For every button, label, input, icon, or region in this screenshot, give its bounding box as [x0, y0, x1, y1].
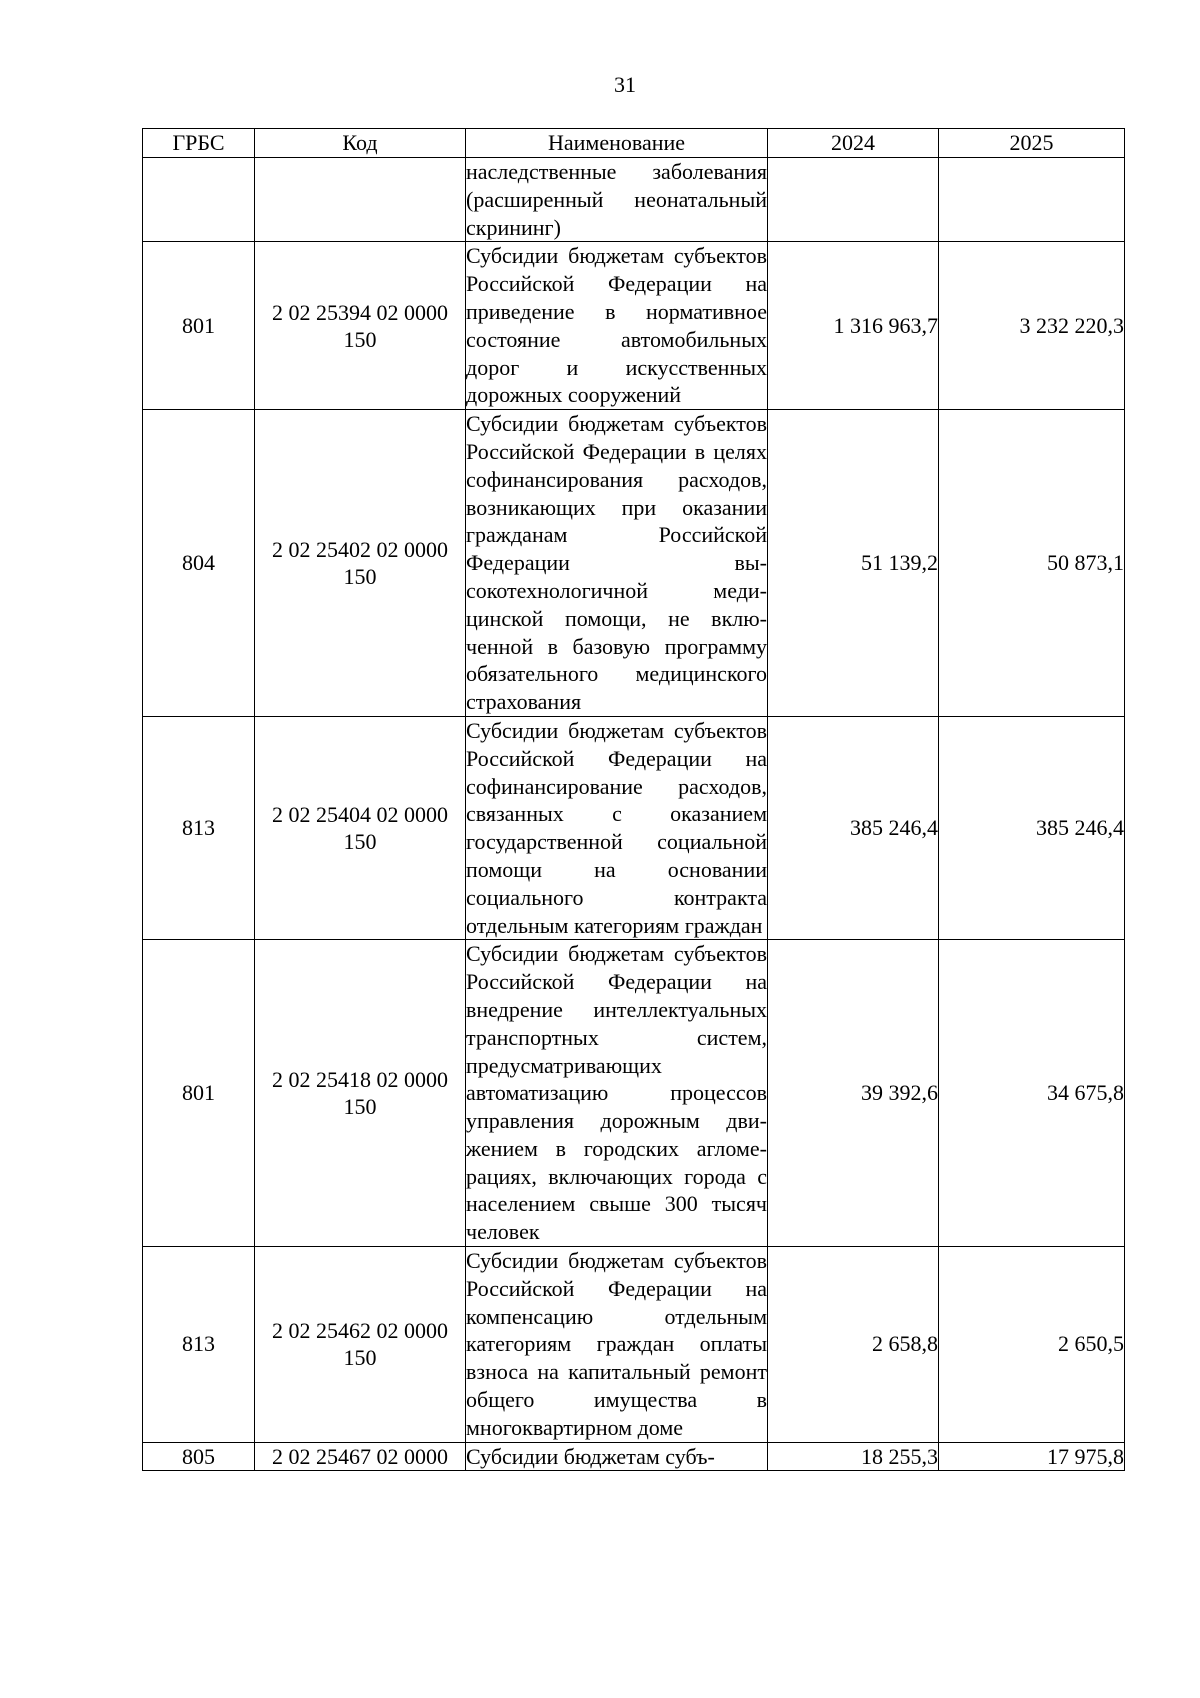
cell-name: Субсидии бюджетам субъектов Российской Федерации в целях софинансирования расходов, возникающих при оказании гражданам Российской Федерации высокотехнологичной медицинской помощи, не включенной в базовую программу обязательного медицинского страхования	[466, 410, 768, 717]
cell-2024: 385 246,4	[768, 716, 939, 939]
cell-name: Субсидии бюджетам субъектов Российской Федерации на компенсацию отдельным категориям граждан оплаты взноса на капитальный ремонт общего имущества в многоквартирном доме	[466, 1247, 768, 1443]
cell-code: 2 02 25404 02 0000 150	[255, 716, 466, 939]
cell-name: Субсидии бюджетам субъектов Российской Федерации на внедрение интеллектуальных транспортных систем, предусматривающих автоматизацию процессов управления дорожным движением в городских агломерациях, включающих города с населением свыше 300 тысяч человек	[466, 940, 768, 1247]
cell-grbs: 813	[143, 1247, 255, 1443]
cell-2024	[768, 158, 939, 242]
budget-table	[142, 128, 1125, 1471]
table-row	[143, 940, 1125, 1247]
table-row	[143, 242, 1125, 410]
table-row	[143, 158, 1125, 242]
cell-2024: 2 658,8	[768, 1247, 939, 1443]
cell-code: 2 02 25418 02 0000 150	[255, 940, 466, 1247]
cell-2024: 51 139,2	[768, 410, 939, 717]
cell-2024: 1 316 963,7	[768, 242, 939, 410]
header-2025: 2025	[939, 129, 1125, 158]
cell-grbs	[143, 158, 255, 242]
cell-grbs: 801	[143, 242, 255, 410]
cell-2025: 34 675,8	[939, 940, 1125, 1247]
cell-code: 2 02 25462 02 0000 150	[255, 1247, 466, 1443]
cell-2025: 3 232 220,3	[939, 242, 1125, 410]
cell-grbs: 805	[143, 1442, 255, 1471]
cell-2025: 385 246,4	[939, 716, 1125, 939]
cell-2025	[939, 158, 1125, 242]
table-header-row	[143, 129, 1125, 158]
cell-code: 2 02 25394 02 0000 150	[255, 242, 466, 410]
header-grbs: ГРБС	[143, 129, 255, 158]
cell-grbs: 801	[143, 940, 255, 1247]
header-2024: 2024	[768, 129, 939, 158]
cell-2025: 50 873,1	[939, 410, 1125, 717]
cell-name: Субсидии бюджетам субъектов Российской Федерации на софинансирование расходов, связанных с оказанием государственной социальной помощи на основании социального контракта отдельным категориям граждан	[466, 716, 768, 939]
cell-code: 2 02 25467 02 0000	[255, 1442, 466, 1471]
table-row	[143, 716, 1125, 939]
table-row	[143, 410, 1125, 717]
cell-2024: 39 392,6	[768, 940, 939, 1247]
header-code: Код	[255, 129, 466, 158]
cell-2024: 18 255,3	[768, 1442, 939, 1471]
cell-grbs: 804	[143, 410, 255, 717]
header-name: Наименование	[466, 129, 768, 158]
cell-2025: 17 975,8	[939, 1442, 1125, 1471]
table-row	[143, 1247, 1125, 1443]
cell-name: Субсидии бюджетам субъ-	[466, 1442, 768, 1471]
cell-code	[255, 158, 466, 242]
table-row	[143, 1442, 1125, 1471]
cell-name: Субсидии бюджетам субъектов Российской Федерации на приведение в нормативное состояние автомобильных дорог и искусственных дорожных сооружений	[466, 242, 768, 410]
cell-2025: 2 650,5	[939, 1247, 1125, 1443]
cell-name: наследственные заболевания (расширенный неонатальный скрининг)	[466, 158, 768, 242]
cell-grbs: 813	[143, 716, 255, 939]
page-number: 31	[614, 72, 636, 97]
cell-code: 2 02 25402 02 0000 150	[255, 410, 466, 717]
